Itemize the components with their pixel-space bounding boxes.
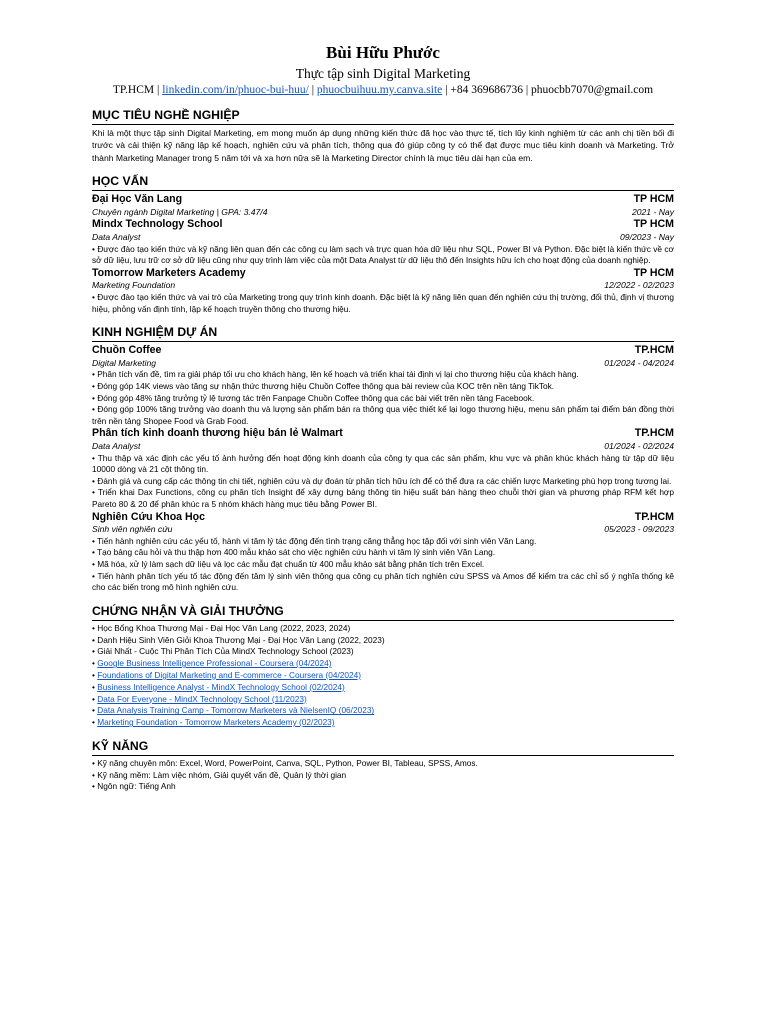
award-link[interactable]: Data Analysis Training Camp - Tomorrow Marketers và NielsenIQ (06/2023) — [97, 705, 375, 716]
skills-section — [92, 739, 674, 793]
entry-bullet: • Mã hóa, xử lý làm sạch dữ liệu và lọc các mẫu đạt chuẩn từ 400 mẫu khảo sát bằng phân tích trên Excel. — [92, 559, 674, 571]
section-title: MỤC TIÊU NGHỀ NGHIỆP — [92, 108, 674, 125]
award-link[interactable]: Google Business Intelligence Professional - Coursera (04/2024) — [97, 658, 332, 669]
objective-section — [92, 108, 674, 164]
entry-location: TP.HCM — [634, 427, 674, 440]
entry-organization: Nghiên Cứu Khoa Học — [92, 510, 206, 523]
award-item — [92, 717, 674, 729]
linkedin-link[interactable]: linkedin.com/in/phuoc-bui-huu/ — [162, 84, 309, 96]
entry-bullet: • Đánh giá và cung cấp các thông tin chi tiết, nghiên cứu và dự đoán từ phân tích hữu ích để có thể đưa ra các chiến lược Marketing phù hợp trong tương lai. — [92, 476, 674, 488]
entry-bullet: • Tiến hành phân tích yếu tố tác động đến tâm lý sinh viên thông qua công cụ phân tích nghiên cứu SPSS và Amos để kiểm tra các chỉ số ý nghĩa thống kê cho các biến trong mô hình nghiên cứu. — [92, 571, 674, 594]
projects-list — [92, 344, 674, 594]
entry-subtitle: Data Analyst — [92, 440, 141, 451]
award-item: • Học Bổng Khoa Thương Mại - Đại Học Văn Lang (2022, 2023, 2024) — [92, 623, 674, 635]
entry-location: TP.HCM — [634, 344, 674, 357]
entry-header-row — [92, 344, 674, 357]
section-title: KINH NGHIỆM DỰ ÁN — [92, 325, 674, 342]
award-link[interactable]: Marketing Foundation - Tomorrow Marketers Academy (02/2023) — [97, 717, 335, 728]
entry-bullet: • Phân tích vấn đề, tìm ra giải pháp tối ưu cho khách hàng, lên kế hoạch và triển khai tái định vị lại cho thương hiệu của khách hàng. — [92, 369, 674, 381]
award-item — [92, 658, 674, 670]
entry-bullet: • Được đào tạo kiến thức và vai trò của Marketing trong quy trình kinh doanh. Đặc biệt là kỹ năng liên quan đến nghiên cứu thị trường, đối thủ, định vị thương hiệu, phỏng vấn định tính, lập kế hoạch truyền thông cho thương hiệu. — [92, 292, 674, 315]
entry-subtitle: Chuyên ngành Digital Marketing | GPA: 3.47/4 — [92, 206, 268, 217]
contact-line: TP.HCM | linkedin.com/in/phuoc-bui-huu/ | phuocbuihuu.my.canva.site | +84 369686736 | phuocbb7070@gmail.com — [112, 84, 654, 96]
entry — [92, 218, 674, 266]
entry-organization: Mindx Technology School — [92, 218, 223, 231]
entry-location: TP HCM — [633, 193, 674, 206]
entry-subtitle: Sinh viên nghiên cứu — [92, 523, 173, 534]
candidate-role: Thực tập sinh Digital Marketing — [295, 66, 471, 81]
education-list — [92, 193, 674, 315]
entry-bullet: • Tiến hành nghiên cứu các yếu tố, hành vi tâm lý tác động đến tình trạng căng thẳng học tập đối với sinh viên Văn Lang. — [92, 536, 674, 548]
resume-header — [92, 42, 674, 98]
award-item — [92, 682, 674, 694]
award-link[interactable]: Foundations of Digital Marketing and E-commerce - Coursera (04/2024) — [97, 669, 361, 680]
award-link[interactable]: Business Intelligence Analyst - MindX Technology School (02/2024) — [97, 681, 345, 692]
entry-header-row — [92, 511, 674, 524]
awards-section — [92, 604, 674, 729]
award-item — [92, 670, 674, 682]
portfolio-link[interactable]: phuocbuihuu.my.canva.site — [316, 84, 443, 96]
entry-subtitle: Marketing Foundation — [92, 280, 176, 291]
entry — [92, 193, 674, 218]
entry-subtitle: Digital Marketing — [92, 357, 156, 368]
entry-location: TP HCM — [633, 266, 674, 279]
entry-location: TP HCM — [633, 218, 674, 231]
skill-item: • Kỹ năng mềm: Làm việc nhóm, Giải quyết vấn đề, Quản lý thời gian — [92, 770, 674, 782]
entry-organization: Tomorrow Marketers Academy — [92, 266, 246, 279]
entry-sub-row — [92, 207, 674, 219]
objective-text: Khi là một thực tập sinh Digital Marketing, em mong muốn áp dụng những kiến thức đã học vào thực tế, tích lũy kinh nghiệm từ các anh chị tiền bối đi trước và cải thiện kỹ năng lập kế hoạch, nghiên cứu và phân tích, thông qua đó giúp công ty có thể đạt được mục tiêu kinh doanh và Marketing. Trở thành Marketing Manager trong 5 năm tới và xa hơn nữa sẽ là Marketing Director chính là mục tiêu dài hạn của em. — [92, 128, 674, 163]
entry-header-row — [92, 218, 674, 231]
entry-sub-row — [92, 280, 674, 292]
entry-sub-row — [92, 358, 674, 370]
entry-organization: Phân tích kinh doanh thương hiệu bán lẻ Walmart — [92, 427, 343, 440]
entry-bullet: • Thu thập và xác định các yếu tố ảnh hưởng đến hoạt động kinh doanh của công ty qua các sản phẩm, khu vực và phân khúc khách hàng từ tập dữ liệu 10000 dòng và 21 cột thông tin. — [92, 453, 674, 476]
skills-list — [92, 758, 674, 793]
award-item: • Danh Hiệu Sinh Viên Giỏi Khoa Thương Mại - Đại Học Văn Lang (2022, 2023) — [92, 635, 674, 647]
entry-date: 2021 - Nay — [631, 206, 674, 217]
section-title: CHỨNG NHẬN VÀ GIẢI THƯỞNG — [92, 604, 674, 621]
entry — [92, 344, 674, 427]
award-item — [92, 694, 674, 706]
entry-bullet: • Đóng góp 48% tăng trưởng tỷ lệ tương tác trên Fanpage Chuồn Coffee thông qua các bài viết trên nền tảng Facebook. — [92, 393, 674, 405]
award-link[interactable]: Data For Everyone - MindX Technology School (11/2023) — [97, 693, 307, 704]
entry-bullet: • Triển khai Dax Functions, công cụ phân tích Insight để xây dựng bảng thông tin hiệu suất bán hàng theo chuỗi thời gian và phương pháp RFM kết hợp Pareto 80 & 20 để phân khúc ra 5 nhóm khách hàng mục tiêu bằng Power BI. — [92, 487, 674, 510]
entry-header-row — [92, 427, 674, 440]
entry-date: 01/2024 - 04/2024 — [604, 357, 674, 368]
entry — [92, 427, 674, 510]
entry-subtitle: Data Analyst — [92, 231, 141, 242]
entry-bullet: • Đóng góp 100% tăng trưởng vào doanh thu và lượng sản phẩm bán ra thông qua việc thiết kế lại logo thương hiệu, menu sản phẩm tại điểm bán đồng thời trên nền tảng Shopee Food và Grab Food. — [92, 404, 674, 427]
entry-location: TP.HCM — [634, 510, 674, 523]
entry-sub-row — [92, 441, 674, 453]
awards-list — [92, 623, 674, 729]
section-title: HỌC VẤN — [92, 174, 674, 191]
entry-date: 01/2024 - 02/2024 — [604, 440, 674, 451]
award-item: • Giải Nhất - Cuộc Thi Phân Tích Của MindX Technology School (2023) — [92, 646, 674, 658]
contact-phone: +84 369686736 — [450, 84, 523, 96]
contact-email: phuocbb7070@gmail.com — [531, 84, 654, 96]
skill-item: • Ngôn ngữ: Tiếng Anh — [92, 781, 674, 793]
entry-bullet: • Được đào tạo kiến thức và kỹ năng liên quan đến các công cụ làm sạch và trực quan hóa dữ liệu như SQL, Power BI và Python. Đặc biệt là kiến thức về cơ sở dữ liệu, lưu trữ cơ sở dữ liệu cũng như quy trình làm việc của một Data Analyst từ dữ liệu thô đến Insights hữu ích cho hoạt động của doanh nghiệp. — [92, 244, 674, 267]
candidate-name: Bùi Hữu Phước — [326, 43, 440, 62]
entry — [92, 511, 674, 594]
entry-date: 05/2023 - 09/2023 — [604, 523, 674, 534]
entry-header-row — [92, 267, 674, 280]
award-item — [92, 705, 674, 717]
contact-city: TP.HCM — [112, 84, 155, 96]
entry — [92, 267, 674, 315]
entry-date: 09/2023 - Nay — [620, 231, 674, 242]
entry-header-row — [92, 193, 674, 206]
entry-sub-row — [92, 232, 674, 244]
entry-organization: Đại Học Văn Lang — [92, 193, 183, 206]
entry-bullet: • Đóng góp 14K views vào tăng sự nhận thức thương hiệu Chuồn Coffee thông qua bài review của KOC trên nền tảng TikTok. — [92, 381, 674, 393]
resume-page — [92, 38, 674, 793]
entry-organization: Chuồn Coffee — [92, 344, 162, 357]
projects-section — [92, 325, 674, 594]
section-title: KỸ NĂNG — [92, 739, 674, 756]
entry-sub-row — [92, 524, 674, 536]
education-section — [92, 174, 674, 315]
skill-item: • Kỹ năng chuyên môn: Excel, Word, PowerPoint, Canva, SQL, Python, Power BI, Tableau, SPSS, Amos. — [92, 758, 674, 770]
entry-bullet: • Tạo bảng câu hỏi và thu thập hơn 400 mẫu khảo sát cho việc nghiên cứu hành vi tâm lý sinh viên Văn Lang. — [92, 547, 674, 559]
entry-date: 12/2022 - 02/2023 — [604, 280, 674, 291]
